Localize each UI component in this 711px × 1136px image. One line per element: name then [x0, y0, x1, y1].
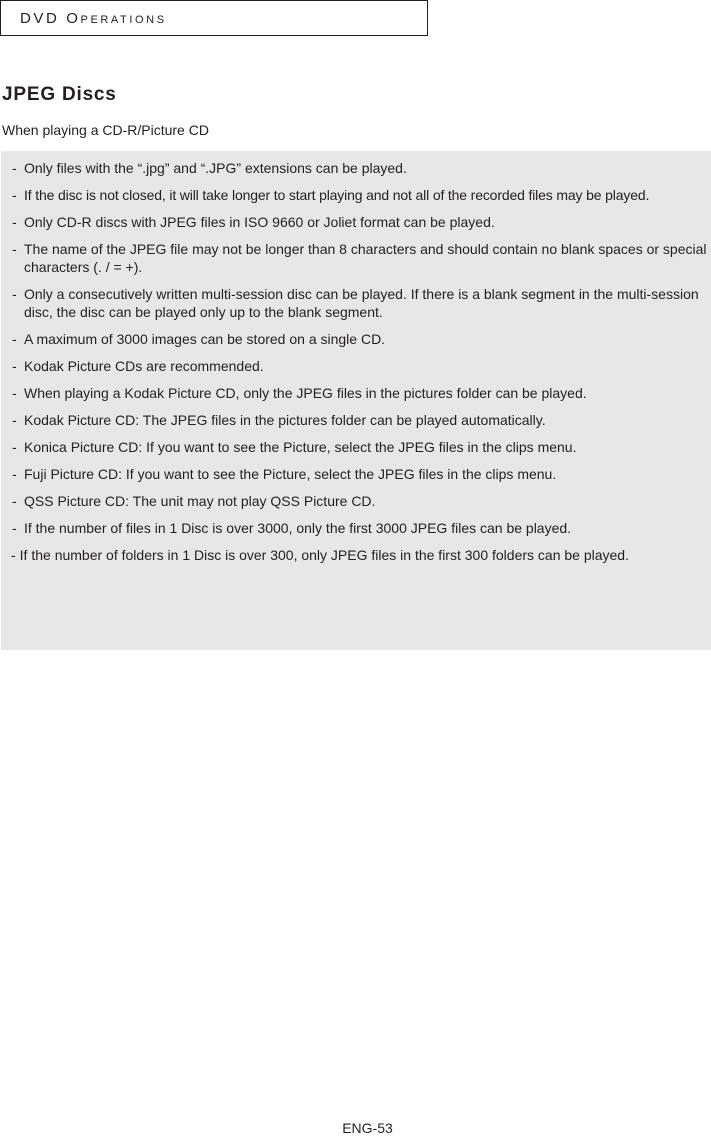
- bullet-dash: -: [12, 214, 17, 230]
- note-text: Konica Picture CD: If you want to see the Picture, select the JPEG files in the clips menu.: [24, 439, 577, 455]
- note-text: Kodak Picture CDs are recommended.: [24, 358, 264, 374]
- note-item: [1, 519, 711, 537]
- note-item: [1, 465, 711, 483]
- note-text: The name of the JPEG file may not be longer than 8 characters and should contain no blank spaces or special characters (. / = +).: [24, 241, 707, 275]
- bullet-dash: -: [12, 493, 17, 509]
- bullet-dash: -: [12, 520, 17, 536]
- note-item: [1, 384, 711, 402]
- note-item: [1, 240, 711, 276]
- bullet-dash: -: [12, 385, 17, 401]
- section-label: DVD Operations: [20, 9, 167, 27]
- note-item: [1, 357, 711, 375]
- note-text: If the number of files in 1 Disc is over 3000, only the first 3000 JPEG files can be played.: [24, 520, 572, 536]
- notes-list: [1, 159, 711, 564]
- note-text: QSS Picture CD: The unit may not play QSS Picture CD.: [24, 493, 376, 509]
- note-item: [1, 492, 711, 510]
- bullet-dash: -: [12, 358, 17, 374]
- bullet-dash: -: [12, 241, 17, 257]
- note-text: When playing a Kodak Picture CD, only the JPEG files in the pictures folder can be played.: [24, 385, 587, 401]
- note-item: [1, 285, 711, 321]
- note-text: Fuji Picture CD: If you want to see the Picture, select the JPEG files in the clips menu.: [24, 466, 557, 482]
- note-text: If the number of folders in 1 Disc is over 300, only JPEG files in the first 300 folders can be played.: [19, 547, 629, 563]
- bullet-dash: -: [12, 187, 17, 203]
- bullet-dash: -: [12, 466, 17, 482]
- page-subtitle: When playing a CD-R/Picture CD: [2, 122, 209, 138]
- note-item: [1, 159, 711, 177]
- note-text: A maximum of 3000 images can be stored on a single CD.: [24, 331, 386, 347]
- note-text: Kodak Picture CD: The JPEG files in the pictures folder can be played automatically.: [24, 412, 546, 428]
- bullet-dash: -: [12, 412, 17, 428]
- note-item: [1, 213, 711, 231]
- note-text: Only CD-R discs with JPEG files in ISO 9660 or Joliet format can be played.: [24, 214, 495, 230]
- bullet-dash: -: [12, 331, 17, 347]
- page-title: JPEG Discs: [2, 84, 117, 105]
- note-text: Only files with the “.jpg” and “.JPG” extensions can be played.: [24, 160, 407, 176]
- note-item: [1, 330, 711, 348]
- note-item: [1, 546, 711, 564]
- bullet-dash: -: [12, 160, 17, 176]
- bullet-dash: -: [11, 547, 16, 563]
- note-text: Only a consecutively written multi-session disc can be played. If there is a blank segment in the multi-session disc, the disc can be played only up to the blank segment.: [24, 286, 699, 320]
- note-item: [1, 438, 711, 456]
- note-text: If the disc is not closed, it will take longer to start playing and not all of the recorded files may be played.: [24, 187, 650, 203]
- notes-panel: [1, 151, 711, 650]
- note-item: [1, 186, 711, 204]
- note-item: [1, 411, 711, 429]
- bullet-dash: -: [12, 439, 17, 455]
- page-number: ENG-53: [342, 1120, 393, 1136]
- bullet-dash: -: [12, 286, 17, 302]
- section-header-tab: [0, 0, 428, 36]
